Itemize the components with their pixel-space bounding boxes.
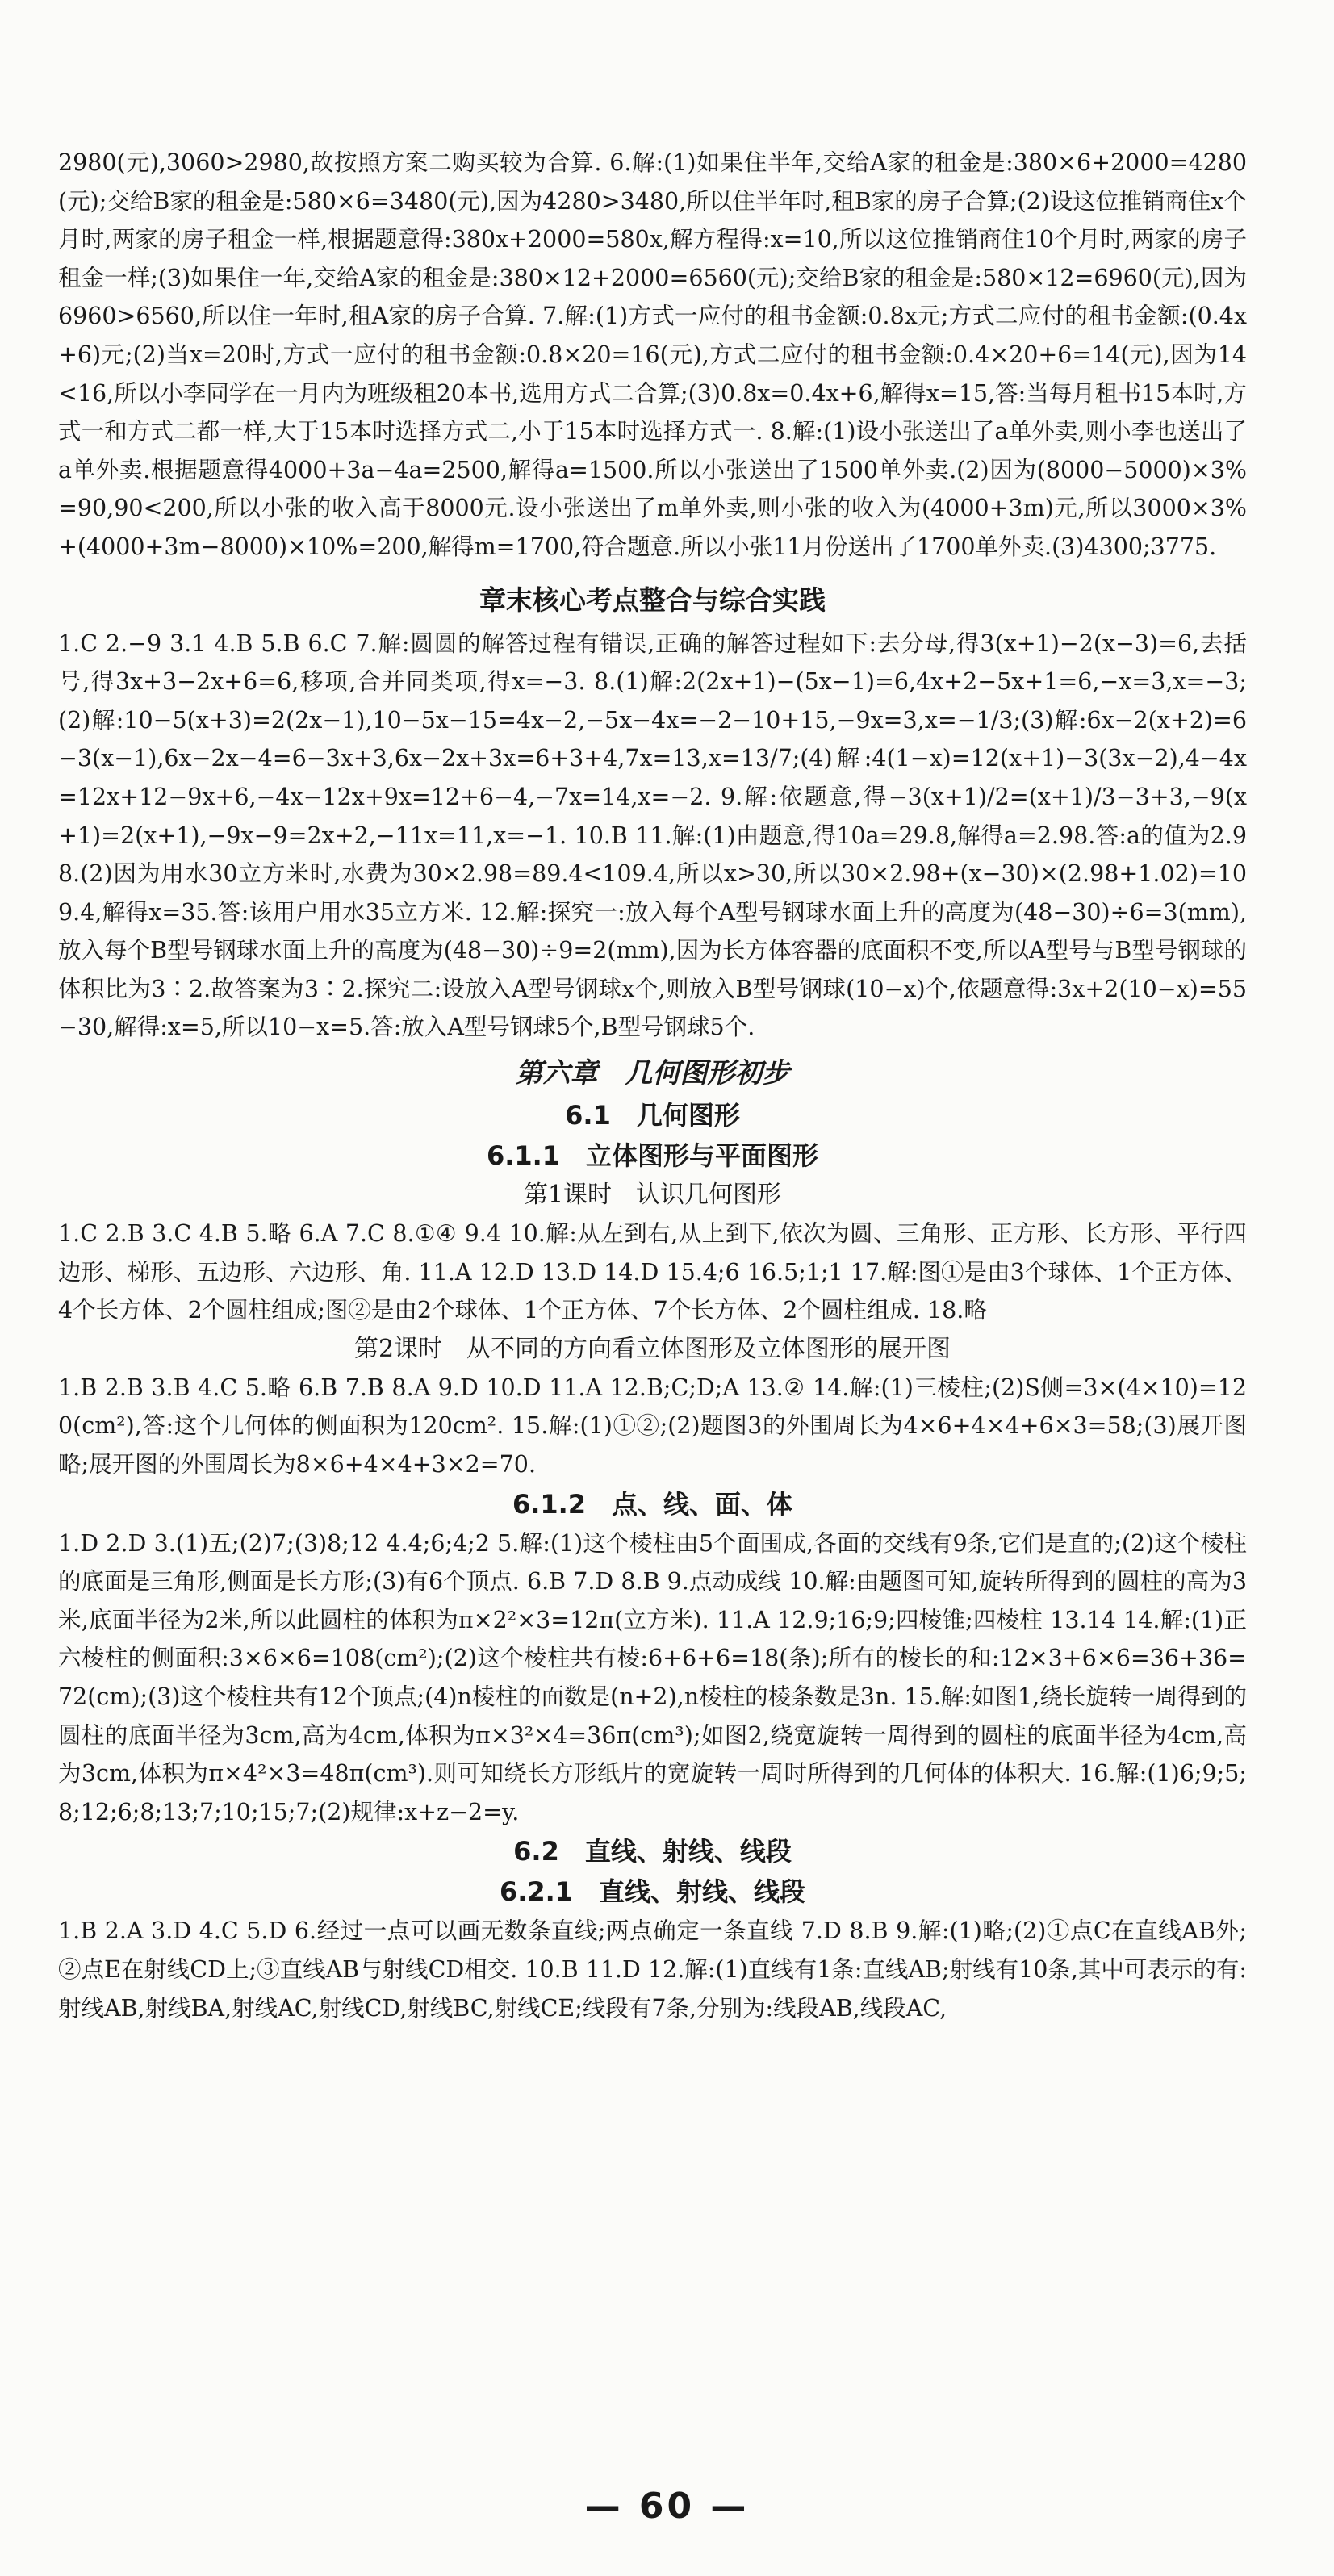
section-title-6-2-1: 6.2.1 直线、射线、线段: [499, 1876, 806, 1908]
section-title-6-1: 6.1 几何图形: [565, 1100, 740, 1131]
chapter-title: 第六章 几何图形初步: [515, 1057, 790, 1090]
page-number: — 60 —: [584, 2486, 750, 2527]
lesson-title-1: 第1课时 认识几何图形: [523, 1181, 782, 1210]
section-title-6-1-2: 6.1.2 点、线、面、体: [512, 1488, 793, 1520]
answer-block-lesson-1: 1.C 2.B 3.C 4.B 5.略 6.A 7.C 8.①④ 9.4 10.解:从左到右,从上到下,依次为圆、三角形、正方形、长方形、平行四边形、梯形、五边形、六边形、角. 11.A 12.D 13.D 14.D 15.4;6 16.5;1;1 17.解:图①是由3个球体、1个正方体、4个长方体、2个圆柱组成;图②是由2个球体、1个正方体、7个长方体、2个圆柱组成. 18.略: [58, 1220, 1247, 1324]
answer-block-6-1-2: 1.D 2.D 3.(1)五;(2)7;(3)8;12 4.4;6;4;2 5.解:(1)这个棱柱由5个面围成,各面的交线有9条,它们是直的;(2)这个棱柱的底面是三角形,侧面是长方形;(3)有6个顶点. 6.B 7.D 8.B 9.点动成线 10.解:由题图可知,旋转所得到的圆柱的高为3米,底面半径为2米,所以此圆柱的体积为π×2²×3=12π(立方米). 11.A 12.9;16;9;四棱锥;四棱柱 13.14 14.解:(1)正六棱柱的侧面积:3×6×6=108(cm²);(2)这个棱柱共有棱:6+6+6=18(条);所有的棱长的和:12×3+6×6=36+36=72(cm);(3)这个棱柱共有12个顶点;(4)n棱柱的面数是(n+2),n棱柱的棱条数是3n. 15.解:如图1,绕长旋转一周得到的圆柱的底面半径为3cm,高为4cm,体积为π×3²×4=36π(cm³);如图2,绕宽旋转一周得到的圆柱的底面半径为4cm,高为3cm,体积为π×4²×3=48π(cm³).则可知绕长方形纸片的宽旋转一周时所得到的几何体的体积大. 16.解:(1)6;9;5;8;12;6;8;13;7;10;15;7;(2)规律:x+z−2=y.: [58, 1529, 1247, 1825]
answer-block-6-2-1: 1.B 2.A 3.D 4.C 5.D 6.经过一点可以画无数条直线;两点确定一条直线 7.D 8.B 9.解:(1)略;(2)①点C在直线AB外;②点E在射线CD上;③直线AB与射线CD相交. 10.B 11.D 12.解:(1)直线有1条:直线AB;射线有10条,其中可表示的有:射线AB,射线BA,射线AC,射线CD,射线BC,射线CE;线段有7条,分别为:线段AB,线段AC,: [58, 1917, 1248, 2022]
section-title-6-1-1: 6.1.1 立体图形与平面图形: [486, 1140, 819, 1172]
answer-block-lesson-2: 1.B 2.B 3.B 4.C 5.略 6.B 7.B 8.A 9.D 10.D 11.A 12.B;C;D;A 13.② 14.解:(1)三棱柱;(2)S侧=3×(4×10)=120(cm²),答:这个几何体的侧面积为120cm². 15.解:(1)①②;(2)题图3的外围周长为4×6+4×4+6×3=58;(3)展开图略;展开图的外围周长为8×6+4×4+3×2=70.: [58, 1374, 1247, 1478]
lesson-title-2: 第2课时 从不同的方向看立体图形及立体图形的展开图: [353, 1334, 951, 1363]
answer-block-review: 1.C 2.−9 3.1 4.B 5.B 6.C 7.解:圆圆的解答过程有错误,正确的解答过程如下:去分母,得3(x+1)−2(x−3)=6,去括号,得3x+3−2x+6=6,移项,合并同类项,得x=−3. 8.(1)解:2(2x+1)−(5x−1)=6,4x+2−5x+1=6,−x=3,x=−3;(2)解:10−5(x+3)=2(2x−1),10−5x−15=4x−2,−5x−4x=−2−10+15,−9x=3,x=−1/3;(3)解:6x−2(x+2)=6−3(x−1),6x−2x−4=6−3x+3,6x−2x+3x=6+3+4,7x=13,x=13/7;(4)解:4(1−x)=12(x+1)−3(3x−2),4−4x=12x+12−9x+6,−4x−12x+9x=12+6−4,−7x=14,x=−2. 9.解:依题意,得−3(x+1)/2=(x+1)/3−3+3,−9(x+1)=2(x+1),−9x−9=2x+2,−11x=11,x=−1. 10.B 11.解:(1)由题意,得10a=29.8,解得a=2.98.答:a的值为2.98.(2)因为用水30立方米时,水费为30×2.98=89.4<109.4,所以x>30,所以30×2.98+(x−30)×(2.98+1.02)=109.4,解得x=35.答:该用户用水35立方米. 12.解:探究一:放入每个A型号钢球水面上升的高度为(48−30)÷6=3(mm),放入每个B型号钢球水面上升的高度为(48−30)÷9=2(mm),因为长方体容器的底面积不变,所以A型号与B型号钢球的体积比为3∶2.故答案为3∶2.探究二:设放入A型号钢球x个,则放入B型号钢球(10−x)个,依题意得:3x+2(10−x)=55−30,解得:x=5,所以10−x=5.答:放入A型号钢球5个,B型号钢球5个.: [58, 629, 1247, 1041]
section-title-review: 章末核心考点整合与综合实践: [479, 583, 826, 616]
section-title-6-2: 6.2 直线、射线、线段: [513, 1836, 792, 1867]
answer-block-top: 2980(元),3060>2980,故按照方案二购买较为合算. 6.解:(1)如果住半年,交给A家的租金是:380×6+2000=4280(元);交给B家的租金是:580×6=3480(元),因为4280>3480,所以住半年时,租B家的房子合算;(2)设这位推销商住x个月时,两家的房子租金一样,根据题意得:380x+2000=580x,解方程得:x=10,所以这位推销商住10个月时,两家的房子租金一样;(3)如果住一年,交给A家的租金是:380×12+2000=6560(元);交给B家的租金是:580×12=6960(元),因为6960>6560,所以住一年时,租A家的房子合算. 7.解:(1)方式一应付的租书金额:0.8x元;方式二应付的租书金额:(0.4x+6)元;(2)当x=20时,方式一应付的租书金额:0.8×20=16(元),方式二应付的租书金额:0.4×20+6=14(元),因为14<16,所以小李同学在一月内为班级租20本书,选用方式二合算;(3)0.8x=0.4x+6,解得x=15,答:当每月租书15本时,方式一和方式二都一样,大于15本时选择方式二,小于15本时选择方式一. 8.解:(1)设小张送出了a单外卖,则小李也送出了a单外卖.根据题意得4000+3a−4a=2500,解得a=1500.所以小张送出了1500单外卖.(2)因为(8000−5000)×3%=90,90<200,所以小张的收入高于8000元.设小张送出了m单外卖,则小张的收入为(4000+3m)元,所以3000×3%+(4000+3m−8000)×10%=200,解得m=1700,符合题意.所以小张11月份送出了1700单外卖.(3)4300;3775.: [58, 149, 1247, 560]
